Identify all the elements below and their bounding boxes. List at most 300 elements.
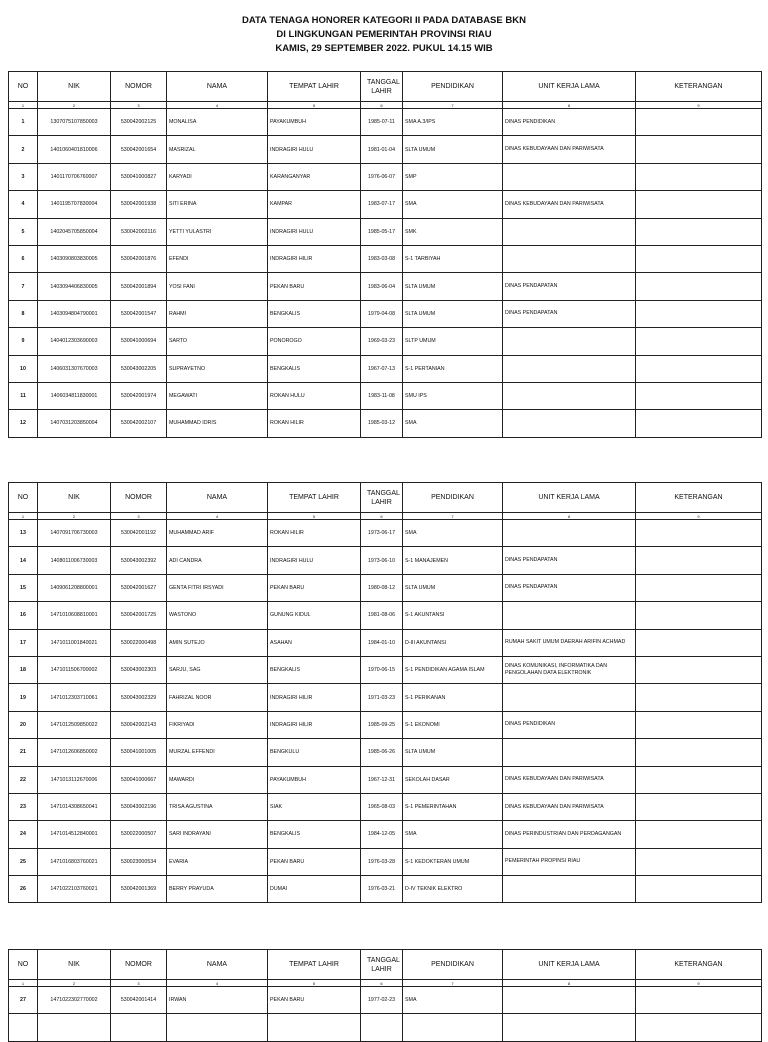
cell-nama: SARTO bbox=[167, 328, 268, 355]
cell-pendidikan: SMA bbox=[403, 191, 503, 218]
honorer-table-1 bbox=[8, 71, 762, 438]
table-row bbox=[9, 410, 762, 437]
cell-tempat-lahir: BENGKALIS bbox=[268, 821, 361, 848]
cell-nik: 1409061208800001 bbox=[38, 574, 111, 601]
column-index: 5 bbox=[268, 980, 361, 987]
cell-pendidikan: SLTA UMUM bbox=[403, 136, 503, 163]
cell-unit-kerja-lama bbox=[503, 163, 636, 190]
cell-keterangan bbox=[636, 876, 762, 903]
cell-nama: MUHAMMAD ARIF bbox=[167, 520, 268, 547]
cell-pendidikan: SLTP UMUM bbox=[403, 328, 503, 355]
cell-pendidikan: S-1 PERTANIAN bbox=[403, 355, 503, 382]
table-row bbox=[9, 300, 762, 327]
cell-tanggal-lahir: 1965-08-03 bbox=[361, 793, 403, 820]
cell-tempat-lahir: PEKAN BARU bbox=[268, 987, 361, 1014]
cell-keterangan bbox=[636, 629, 762, 656]
cell-nik: 1307075107850003 bbox=[38, 109, 111, 136]
column-index: 7 bbox=[403, 102, 503, 109]
cell-nama: YETTI YULASTRI bbox=[167, 218, 268, 245]
cell-no: 20 bbox=[9, 711, 38, 738]
column-index: 5 bbox=[268, 513, 361, 520]
table-row bbox=[9, 793, 762, 820]
cell-nomor: 530043002303 bbox=[111, 656, 167, 683]
cell-pendidikan: S-1 PERIKANAN bbox=[403, 684, 503, 711]
cell-tanggal-lahir: 1984-01-10 bbox=[361, 629, 403, 656]
table-row bbox=[9, 739, 762, 766]
cell-nomor: 530043002205 bbox=[111, 355, 167, 382]
cell-keterangan bbox=[636, 245, 762, 272]
cell-nama: SITI ERINA bbox=[167, 191, 268, 218]
cell-tempat-lahir: BENGKALIS bbox=[268, 355, 361, 382]
cell-nik: 1471014308650041 bbox=[38, 793, 111, 820]
cell-tanggal-lahir: 1981-08-06 bbox=[361, 602, 403, 629]
cell-nama: TRISA AGUSTINA bbox=[167, 793, 268, 820]
cell-tempat-lahir: PEKAN BARU bbox=[268, 848, 361, 875]
cell-nomor: 530042001876 bbox=[111, 245, 167, 272]
column-index: 7 bbox=[403, 980, 503, 987]
cell-no: 18 bbox=[9, 656, 38, 683]
cell-tanggal-lahir: 1977-02-23 bbox=[361, 987, 403, 1014]
table-row bbox=[9, 273, 762, 300]
cell-keterangan bbox=[636, 328, 762, 355]
cell-nomor: 530042001974 bbox=[111, 382, 167, 409]
cell-keterangan bbox=[636, 300, 762, 327]
cell-nomor: 530042002107 bbox=[111, 410, 167, 437]
cell-nik: 1471012509850022 bbox=[38, 711, 111, 738]
cell-tanggal-lahir: 1984-12-05 bbox=[361, 821, 403, 848]
cell-unit-kerja-lama bbox=[503, 876, 636, 903]
cell-keterangan bbox=[636, 273, 762, 300]
header-nik: NIK bbox=[38, 483, 111, 513]
cell-nama: MASRIZAL bbox=[167, 136, 268, 163]
cell-keterangan bbox=[636, 218, 762, 245]
column-index: 2 bbox=[38, 102, 111, 109]
header-keterangan: KETERANGAN bbox=[636, 950, 762, 980]
cell-nama: KARYADI bbox=[167, 163, 268, 190]
cell-unit-kerja-lama bbox=[503, 245, 636, 272]
cell-nik: 1471011001840021 bbox=[38, 629, 111, 656]
table-row bbox=[9, 355, 762, 382]
cell-unit-kerja-lama bbox=[503, 410, 636, 437]
column-index: 7 bbox=[403, 513, 503, 520]
cell-nomor: 530042002125 bbox=[111, 109, 167, 136]
cell-nik: 1403090803830005 bbox=[38, 245, 111, 272]
cell-no: 10 bbox=[9, 355, 38, 382]
cell-nomor: 530042001414 bbox=[111, 987, 167, 1014]
header-unit-kerja-lama: UNIT KERJA LAMA bbox=[503, 950, 636, 980]
column-index: 1 bbox=[9, 513, 38, 520]
cell-pendidikan: SLTA UMUM bbox=[403, 300, 503, 327]
cell-no: 24 bbox=[9, 821, 38, 848]
cell-nik: 1406034811830001 bbox=[38, 382, 111, 409]
cell-tanggal-lahir bbox=[361, 1014, 403, 1041]
cell-no: 21 bbox=[9, 739, 38, 766]
cell-keterangan bbox=[636, 520, 762, 547]
cell-unit-kerja-lama bbox=[503, 218, 636, 245]
cell-nik: 1403094804790001 bbox=[38, 300, 111, 327]
cell-nomor: 530043002329 bbox=[111, 684, 167, 711]
cell-nik: 1471016803760021 bbox=[38, 848, 111, 875]
cell-keterangan bbox=[636, 848, 762, 875]
cell-nik bbox=[38, 1014, 111, 1041]
cell-unit-kerja-lama: DINAS KEBUDAYAAN DAN PARIWISATA bbox=[503, 793, 636, 820]
column-index: 2 bbox=[38, 513, 111, 520]
cell-no: 8 bbox=[9, 300, 38, 327]
cell-no: 14 bbox=[9, 547, 38, 574]
cell-pendidikan: S-1 KEDOKTERAN UMUM bbox=[403, 848, 503, 875]
table-row bbox=[9, 848, 762, 875]
title-line-1: DATA TENAGA HONORER KATEGORI II PADA DATABASE BKN bbox=[242, 15, 526, 26]
cell-no: 16 bbox=[9, 602, 38, 629]
cell-unit-kerja-lama bbox=[503, 1014, 636, 1041]
cell-tanggal-lahir: 1970-06-15 bbox=[361, 656, 403, 683]
cell-nama: FAHRIZAL NOOR bbox=[167, 684, 268, 711]
table-row bbox=[9, 218, 762, 245]
cell-keterangan bbox=[636, 656, 762, 683]
cell-pendidikan: S-1 EKONOMI bbox=[403, 711, 503, 738]
cell-pendidikan: S-1 PEMERINTAHAN bbox=[403, 793, 503, 820]
header-tempat-lahir: TEMPAT LAHIR bbox=[268, 950, 361, 980]
cell-unit-kerja-lama bbox=[503, 602, 636, 629]
header-pendidikan: PENDIDIKAN bbox=[403, 950, 503, 980]
cell-tempat-lahir: GUNUNG KIDUL bbox=[268, 602, 361, 629]
cell-pendidikan: S-1 TARBIYAH bbox=[403, 245, 503, 272]
cell-tanggal-lahir: 1983-11-08 bbox=[361, 382, 403, 409]
cell-unit-kerja-lama bbox=[503, 684, 636, 711]
column-index: 6 bbox=[361, 980, 403, 987]
cell-unit-kerja-lama bbox=[503, 987, 636, 1014]
cell-tanggal-lahir: 1981-01-04 bbox=[361, 136, 403, 163]
cell-nik: 1471012606850002 bbox=[38, 739, 111, 766]
cell-nama: YOSI FANI bbox=[167, 273, 268, 300]
cell-nik: 1471012303710061 bbox=[38, 684, 111, 711]
cell-no: 22 bbox=[9, 766, 38, 793]
cell-no: 12 bbox=[9, 410, 38, 437]
cell-pendidikan: SMA A.3/IPS bbox=[403, 109, 503, 136]
column-index: 4 bbox=[167, 980, 268, 987]
header-unit-kerja-lama: UNIT KERJA LAMA bbox=[503, 483, 636, 513]
header-nomor: NOMOR bbox=[111, 483, 167, 513]
cell-unit-kerja-lama: PEMERINTAH PROPINSI RIAU bbox=[503, 848, 636, 875]
cell-tempat-lahir: KARANGANYAR bbox=[268, 163, 361, 190]
cell-tanggal-lahir: 1976-03-28 bbox=[361, 848, 403, 875]
column-index: 3 bbox=[111, 513, 167, 520]
cell-tempat-lahir: ASAHAN bbox=[268, 629, 361, 656]
cell-unit-kerja-lama: DINAS KOMUNIKASI, INFORMATIKA DAN PENGOLAHAN DATA ELEKTRONIK bbox=[503, 656, 636, 683]
cell-no: 4 bbox=[9, 191, 38, 218]
header-tempat-lahir: TEMPAT LAHIR bbox=[268, 483, 361, 513]
table-row bbox=[9, 987, 762, 1014]
cell-tanggal-lahir: 1967-12-31 bbox=[361, 766, 403, 793]
cell-nama: BERRY PRAYUDA bbox=[167, 876, 268, 903]
cell-unit-kerja-lama: DINAS PENDAPATAN bbox=[503, 273, 636, 300]
cell-tempat-lahir: INDRAGIRI HILIR bbox=[268, 711, 361, 738]
cell-unit-kerja-lama bbox=[503, 739, 636, 766]
cell-tempat-lahir: INDRAGIRI HULU bbox=[268, 547, 361, 574]
cell-tempat-lahir: ROKAN HULU bbox=[268, 382, 361, 409]
cell-nomor: 530042002116 bbox=[111, 218, 167, 245]
cell-pendidikan: SEKOLAH DASAR bbox=[403, 766, 503, 793]
cell-nomor: 530042001894 bbox=[111, 273, 167, 300]
cell-tempat-lahir: ROKAN HILIR bbox=[268, 520, 361, 547]
column-index: 4 bbox=[167, 102, 268, 109]
cell-keterangan bbox=[636, 136, 762, 163]
table-row bbox=[9, 766, 762, 793]
cell-tanggal-lahir: 1985-06-26 bbox=[361, 739, 403, 766]
cell-no: 11 bbox=[9, 382, 38, 409]
cell-nik: 1471010608810001 bbox=[38, 602, 111, 629]
cell-nomor: 530041000694 bbox=[111, 328, 167, 355]
cell-nik: 1404012303690003 bbox=[38, 328, 111, 355]
cell-keterangan bbox=[636, 602, 762, 629]
cell-unit-kerja-lama: DINAS KEBUDAYAAN DAN PARIWISATA bbox=[503, 191, 636, 218]
cell-nomor bbox=[111, 1014, 167, 1041]
header-tanggal-lahir: TANGGAL LAHIR bbox=[361, 483, 403, 513]
cell-no: 27 bbox=[9, 987, 38, 1014]
cell-keterangan bbox=[636, 987, 762, 1014]
table-row bbox=[9, 520, 762, 547]
cell-keterangan bbox=[636, 109, 762, 136]
table-row bbox=[9, 684, 762, 711]
cell-keterangan bbox=[636, 355, 762, 382]
cell-nomor: 530042001369 bbox=[111, 876, 167, 903]
cell-pendidikan: SMP bbox=[403, 163, 503, 190]
cell-unit-kerja-lama: DINAS KEBUDAYAAN DAN PARIWISATA bbox=[503, 136, 636, 163]
cell-nama bbox=[167, 1014, 268, 1041]
cell-no: 13 bbox=[9, 520, 38, 547]
cell-nama: AMIN SUTEJO bbox=[167, 629, 268, 656]
cell-nik: 1401170706760007 bbox=[38, 163, 111, 190]
table-row bbox=[9, 547, 762, 574]
cell-unit-kerja-lama: DINAS PENDAPATAN bbox=[503, 547, 636, 574]
cell-tempat-lahir: PAYAKUMBUH bbox=[268, 766, 361, 793]
cell-nik: 1408011006730003 bbox=[38, 547, 111, 574]
table-row bbox=[9, 136, 762, 163]
cell-nama: MAWARDI bbox=[167, 766, 268, 793]
header-pendidikan: PENDIDIKAN bbox=[403, 483, 503, 513]
cell-nomor: 530043002196 bbox=[111, 793, 167, 820]
cell-nik: 1471022103760021 bbox=[38, 876, 111, 903]
cell-no: 26 bbox=[9, 876, 38, 903]
header-no: NO bbox=[9, 72, 38, 102]
cell-keterangan bbox=[636, 793, 762, 820]
cell-no: 25 bbox=[9, 848, 38, 875]
column-index: 9 bbox=[636, 513, 762, 520]
column-index: 5 bbox=[268, 102, 361, 109]
cell-nama: SARJU, SAG bbox=[167, 656, 268, 683]
cell-unit-kerja-lama: DINAS PENDAPATAN bbox=[503, 574, 636, 601]
cell-keterangan bbox=[636, 163, 762, 190]
cell-nomor: 530022000498 bbox=[111, 629, 167, 656]
cell-pendidikan: SMU IPS bbox=[403, 382, 503, 409]
cell-nik: 1471011506700002 bbox=[38, 656, 111, 683]
cell-keterangan bbox=[636, 766, 762, 793]
cell-unit-kerja-lama: RUMAH SAKIT UMUM DAERAH ARIFIN ACHMAD bbox=[503, 629, 636, 656]
cell-tempat-lahir: PAYAKUMBUH bbox=[268, 109, 361, 136]
cell-no: 2 bbox=[9, 136, 38, 163]
cell-tempat-lahir: ROKAN HILIR bbox=[268, 410, 361, 437]
cell-keterangan bbox=[636, 1014, 762, 1041]
cell-keterangan bbox=[636, 821, 762, 848]
header-no: NO bbox=[9, 950, 38, 980]
cell-keterangan bbox=[636, 574, 762, 601]
cell-unit-kerja-lama: DINAS PERINDUSTRIAN DAN PERDAGANGAN bbox=[503, 821, 636, 848]
cell-nik: 1471014512840001 bbox=[38, 821, 111, 848]
column-index: 9 bbox=[636, 102, 762, 109]
cell-tempat-lahir: SIAK bbox=[268, 793, 361, 820]
cell-nomor: 530042001938 bbox=[111, 191, 167, 218]
cell-nomor: 530041000667 bbox=[111, 766, 167, 793]
cell-no: 23 bbox=[9, 793, 38, 820]
cell-nik: 1406031307670003 bbox=[38, 355, 111, 382]
cell-pendidikan: D-III AKUNTANSI bbox=[403, 629, 503, 656]
header-row bbox=[9, 72, 762, 102]
table-row bbox=[9, 382, 762, 409]
column-index: 3 bbox=[111, 980, 167, 987]
cell-nomor: 530041000827 bbox=[111, 163, 167, 190]
cell-tempat-lahir: INDRAGIRI HILIR bbox=[268, 245, 361, 272]
cell-nama: SUPRAYETNO bbox=[167, 355, 268, 382]
column-index-row bbox=[9, 980, 762, 987]
cell-nik: 1407091706730003 bbox=[38, 520, 111, 547]
cell-tempat-lahir: KAMPAR bbox=[268, 191, 361, 218]
cell-unit-kerja-lama bbox=[503, 520, 636, 547]
cell-nomor: 530042001627 bbox=[111, 574, 167, 601]
cell-nik: 1407031203850004 bbox=[38, 410, 111, 437]
cell-pendidikan: D-IV TEKNIK ELEKTRO bbox=[403, 876, 503, 903]
cell-nik: 1401195707830004 bbox=[38, 191, 111, 218]
table-row bbox=[9, 191, 762, 218]
honorer-table-3 bbox=[8, 949, 762, 1042]
table-row bbox=[9, 109, 762, 136]
cell-keterangan bbox=[636, 684, 762, 711]
cell-tanggal-lahir: 1985-03-12 bbox=[361, 410, 403, 437]
cell-nomor: 530022000507 bbox=[111, 821, 167, 848]
cell-pendidikan: SLTA UMUM bbox=[403, 273, 503, 300]
table-row bbox=[9, 711, 762, 738]
cell-no: 3 bbox=[9, 163, 38, 190]
cell-no: 5 bbox=[9, 218, 38, 245]
cell-no bbox=[9, 1014, 38, 1041]
cell-nama: RAHMI bbox=[167, 300, 268, 327]
column-index-row bbox=[9, 513, 762, 520]
cell-tanggal-lahir: 1979-04-08 bbox=[361, 300, 403, 327]
cell-nama: MONALISA bbox=[167, 109, 268, 136]
cell-tempat-lahir: DUMAI bbox=[268, 876, 361, 903]
header-no: NO bbox=[9, 483, 38, 513]
cell-nomor: 530043002392 bbox=[111, 547, 167, 574]
header-nik: NIK bbox=[38, 950, 111, 980]
cell-nomor: 530042001547 bbox=[111, 300, 167, 327]
title-line-2: DI LINGKUNGAN PEMERINTAH PROVINSI RIAU bbox=[276, 29, 492, 40]
cell-pendidikan: S-1 MANAJEMEN bbox=[403, 547, 503, 574]
cell-pendidikan: SLTA UMUM bbox=[403, 739, 503, 766]
cell-nik: 1401060401810006 bbox=[38, 136, 111, 163]
header-row bbox=[9, 950, 762, 980]
header-unit-kerja-lama: UNIT KERJA LAMA bbox=[503, 72, 636, 102]
cell-tanggal-lahir: 1971-03-23 bbox=[361, 684, 403, 711]
cell-tempat-lahir: PEKAN BARU bbox=[268, 574, 361, 601]
cell-no: 15 bbox=[9, 574, 38, 601]
cell-tanggal-lahir: 1985-07-11 bbox=[361, 109, 403, 136]
column-index: 6 bbox=[361, 102, 403, 109]
table-row bbox=[9, 245, 762, 272]
cell-unit-kerja-lama bbox=[503, 328, 636, 355]
cell-nama: MUHAMMAD IDRIS bbox=[167, 410, 268, 437]
cell-nomor: 530023000534 bbox=[111, 848, 167, 875]
cell-pendidikan: SMA bbox=[403, 520, 503, 547]
cell-nama: FIKRIYADI bbox=[167, 711, 268, 738]
header-pendidikan: PENDIDIKAN bbox=[403, 72, 503, 102]
table-row bbox=[9, 163, 762, 190]
cell-pendidikan: S-1 AKUNTANSI bbox=[403, 602, 503, 629]
column-index: 2 bbox=[38, 980, 111, 987]
cell-nik: 1402045705850004 bbox=[38, 218, 111, 245]
cell-nomor: 530042002143 bbox=[111, 711, 167, 738]
cell-no: 6 bbox=[9, 245, 38, 272]
cell-keterangan bbox=[636, 191, 762, 218]
cell-no: 19 bbox=[9, 684, 38, 711]
cell-tempat-lahir: BENGKALIS bbox=[268, 300, 361, 327]
column-index: 4 bbox=[167, 513, 268, 520]
cell-nama: MEGAWATI bbox=[167, 382, 268, 409]
cell-nik: 1471022302770002 bbox=[38, 987, 111, 1014]
header-nik: NIK bbox=[38, 72, 111, 102]
cell-pendidikan: SMA bbox=[403, 987, 503, 1014]
honorer-table-2 bbox=[8, 482, 762, 903]
header-tanggal-lahir: TANGGAL LAHIR bbox=[361, 950, 403, 980]
cell-tanggal-lahir: 1980-08-12 bbox=[361, 574, 403, 601]
cell-tanggal-lahir: 1983-07-17 bbox=[361, 191, 403, 218]
header-nama: NAMA bbox=[167, 72, 268, 102]
cell-tempat-lahir: BENGKALIS bbox=[268, 656, 361, 683]
table-row bbox=[9, 821, 762, 848]
header-nama: NAMA bbox=[167, 950, 268, 980]
column-index: 6 bbox=[361, 513, 403, 520]
cell-pendidikan: SMA bbox=[403, 821, 503, 848]
page-title bbox=[0, 14, 768, 56]
cell-unit-kerja-lama: DINAS PENDIDIKAN bbox=[503, 109, 636, 136]
table-row bbox=[9, 656, 762, 683]
column-index-row bbox=[9, 102, 762, 109]
header-tempat-lahir: TEMPAT LAHIR bbox=[268, 72, 361, 102]
column-index: 8 bbox=[503, 102, 636, 109]
header-nomor: NOMOR bbox=[111, 950, 167, 980]
cell-nomor: 530041001005 bbox=[111, 739, 167, 766]
cell-pendidikan: S-1 PENDIDIKAN AGAMA ISLAM bbox=[403, 656, 503, 683]
cell-unit-kerja-lama: DINAS PENDAPATAN bbox=[503, 300, 636, 327]
cell-tempat-lahir: INDRAGIRI HULU bbox=[268, 218, 361, 245]
cell-tanggal-lahir: 1973-06-17 bbox=[361, 520, 403, 547]
cell-tanggal-lahir: 1967-07-13 bbox=[361, 355, 403, 382]
cell-unit-kerja-lama: DINAS KEBUDAYAAN DAN PARIWISATA bbox=[503, 766, 636, 793]
cell-tanggal-lahir: 1983-06-04 bbox=[361, 273, 403, 300]
cell-keterangan bbox=[636, 711, 762, 738]
cell-pendidikan: SMK bbox=[403, 218, 503, 245]
column-index: 1 bbox=[9, 102, 38, 109]
cell-unit-kerja-lama bbox=[503, 355, 636, 382]
cell-nama: SARI INDRAYANI bbox=[167, 821, 268, 848]
cell-tempat-lahir: INDRAGIRI HULU bbox=[268, 136, 361, 163]
cell-tanggal-lahir: 1976-06-07 bbox=[361, 163, 403, 190]
cell-nomor: 530042001725 bbox=[111, 602, 167, 629]
header-nomor: NOMOR bbox=[111, 72, 167, 102]
column-index: 1 bbox=[9, 980, 38, 987]
table-row bbox=[9, 629, 762, 656]
column-index: 9 bbox=[636, 980, 762, 987]
column-index: 8 bbox=[503, 513, 636, 520]
cell-tempat-lahir bbox=[268, 1014, 361, 1041]
